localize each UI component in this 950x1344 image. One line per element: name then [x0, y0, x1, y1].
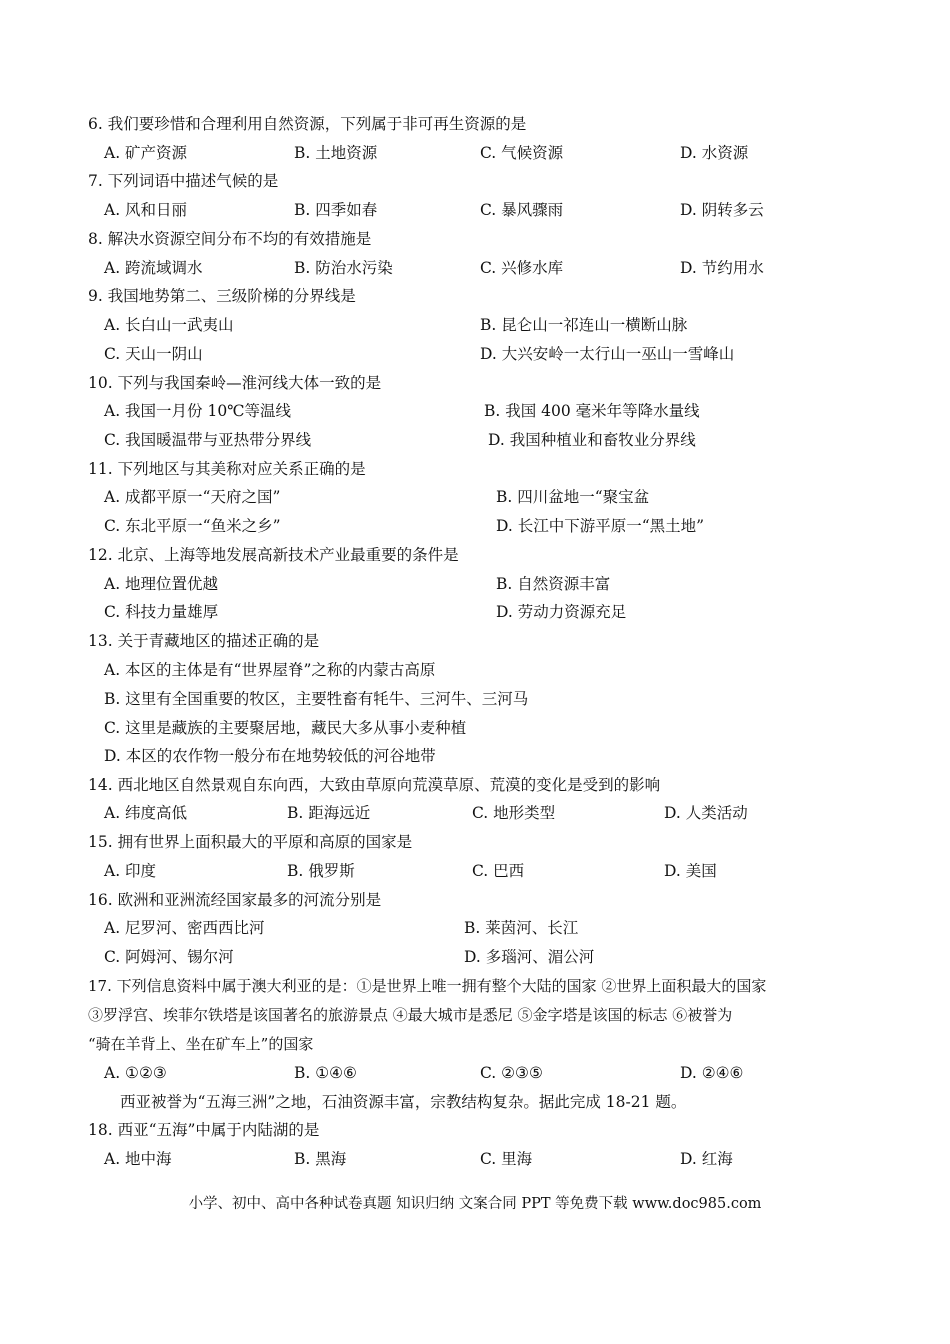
- question-18-option-d: D. 红海: [680, 1150, 733, 1168]
- question-11-stem: 11. 下列地区与其美称对应关系正确的是: [88, 460, 366, 478]
- question-6-option-a: A. 矿产资源: [104, 144, 188, 162]
- question-17-option-d: D. ②④⑥: [680, 1064, 744, 1082]
- question-8-stem: 8. 解决水资源空间分布不均的有效措施是: [88, 230, 372, 248]
- question-17-option-a: A. ①②③: [104, 1064, 167, 1082]
- page-footer: 小学、初中、高中各种试卷真题 知识归纳 文案合同 PPT 等免费下载 www.doc985.com: [188, 1196, 762, 1212]
- question-18-option-c: C. 里海: [480, 1150, 533, 1168]
- question-10-option-a: A. 我国一月份 10℃等温线: [104, 402, 292, 420]
- question-10-option-d: D. 我国种植业和畜牧业分界线: [488, 431, 696, 449]
- question-13-option-c: C. 这里是藏族的主要聚居地，藏民大多从事小麦种植: [104, 719, 467, 737]
- question-15-option-b: B. 俄罗斯: [287, 862, 355, 880]
- question-9-option-b: B. 昆仑山一祁连山一横断山脉: [480, 316, 688, 334]
- question-14-option-d: D. 人类活动: [664, 804, 748, 822]
- question-16-stem: 16. 欧洲和亚洲流经国家最多的河流分别是: [88, 891, 382, 909]
- question-17-stem-line-3: “骑在羊背上、坐在矿车上”的国家: [88, 1035, 314, 1053]
- question-17-option-c: C. ②③⑤: [480, 1064, 543, 1082]
- question-8-option-a: A. 跨流域调水: [104, 259, 203, 277]
- question-14-option-a: A. 纬度高低: [104, 804, 188, 822]
- question-17-option-b: B. ①④⑥: [294, 1064, 357, 1082]
- question-11-option-a: A. 成都平原一“天府之国”: [104, 488, 281, 506]
- question-12-option-a: A. 地理位置优越: [104, 575, 219, 593]
- question-8-option-c: C. 兴修水库: [480, 259, 564, 277]
- question-11-option-d: D. 长江中下游平原一“黑土地”: [496, 517, 705, 535]
- question-15-option-a: A. 印度: [104, 862, 157, 880]
- question-6-option-d: D. 水资源: [680, 144, 749, 162]
- question-17-stem-line-1: 17. 下列信息资料中属于澳大利亚的是：①是世界上唯一拥有整个大陆的国家 ②世界上面积最大的国家: [88, 977, 767, 995]
- question-7-option-b: B. 四季如春: [294, 201, 378, 219]
- question-13-option-b: B. 这里有全国重要的牧区，主要牲畜有牦牛、三河牛、三河马: [104, 690, 529, 708]
- question-7-option-a: A. 风和日丽: [104, 201, 188, 219]
- question-14-option-b: B. 距海远近: [287, 804, 371, 822]
- question-6-option-c: C. 气候资源: [480, 144, 564, 162]
- question-11-option-c: C. 东北平原一“鱼米之乡”: [104, 517, 281, 535]
- question-11-option-b: B. 四川盆地一“聚宝盆: [496, 488, 650, 506]
- question-6-option-b: B. 土地资源: [294, 144, 378, 162]
- question-13-stem: 13. 关于青藏地区的描述正确的是: [88, 632, 320, 650]
- question-14-stem: 14. 西北地区自然景观自东向西，大致由草原向荒漠草原、荒漠的变化是受到的影响: [88, 776, 661, 794]
- question-7-option-d: D. 阴转多云: [680, 201, 764, 219]
- question-18-stem: 18. 西亚“五海”中属于内陆湖的是: [88, 1121, 320, 1139]
- question-13-option-a: A. 本区的主体是有“世界屋脊”之称的内蒙古高原: [104, 661, 436, 679]
- question-12-stem: 12. 北京、上海等地发展高新技术产业最重要的条件是: [88, 546, 459, 564]
- question-8-option-b: B. 防治水污染: [294, 259, 393, 277]
- question-16-option-b: B. 莱茵河、长江: [464, 919, 579, 937]
- question-9-option-c: C. 天山一阴山: [104, 345, 203, 363]
- question-16-option-d: D. 多瑙河、湄公河: [464, 948, 595, 966]
- question-13-option-d: D. 本区的农作物一般分布在地势较低的河谷地带: [104, 747, 436, 765]
- question-12-option-d: D. 劳动力资源充足: [496, 603, 627, 621]
- question-18-option-a: A. 地中海: [104, 1150, 172, 1168]
- question-17-stem-line-2: ③罗浮宫、埃菲尔铁塔是该国著名的旅游景点 ④最大城市是悉尼 ⑤金字塔是该国的标志 ⑥被誉为: [88, 1006, 733, 1024]
- question-18-option-b: B. 黑海: [294, 1150, 347, 1168]
- reading-intro: 西亚被誉为“五海三洲”之地，石油资源丰富，宗教结构复杂。据此完成 18-21 题。: [120, 1093, 687, 1111]
- question-15-option-d: D. 美国: [664, 862, 717, 880]
- question-7-option-c: C. 暴风骤雨: [480, 201, 564, 219]
- question-9-stem: 9. 我国地势第二、三级阶梯的分界线是: [88, 287, 356, 305]
- question-10-option-c: C. 我国暖温带与亚热带分界线: [104, 431, 312, 449]
- question-10-option-b: B. 我国 400 毫米年等降水量线: [484, 402, 700, 420]
- question-12-option-c: C. 科技力量雄厚: [104, 603, 219, 621]
- question-15-option-c: C. 巴西: [472, 862, 525, 880]
- question-6-stem: 6. 我们要珍惜和合理利用自然资源，下列属于非可再生资源的是: [88, 115, 527, 133]
- question-12-option-b: B. 自然资源丰富: [496, 575, 611, 593]
- question-9-option-d: D. 大兴安岭一太行山一巫山一雪峰山: [480, 345, 735, 363]
- question-10-stem: 10. 下列与我国秦岭—淮河线大体一致的是: [88, 374, 382, 392]
- question-16-option-c: C. 阿姆河、锡尔河: [104, 948, 234, 966]
- question-14-option-c: C. 地形类型: [472, 804, 556, 822]
- question-9-option-a: A. 长白山一武夷山: [104, 316, 234, 334]
- question-7-stem: 7. 下列词语中描述气候的是: [88, 172, 279, 190]
- question-8-option-d: D. 节约用水: [680, 259, 764, 277]
- question-16-option-a: A. 尼罗河、密西西比河: [104, 919, 265, 937]
- question-15-stem: 15. 拥有世界上面积最大的平原和高原的国家是: [88, 833, 413, 851]
